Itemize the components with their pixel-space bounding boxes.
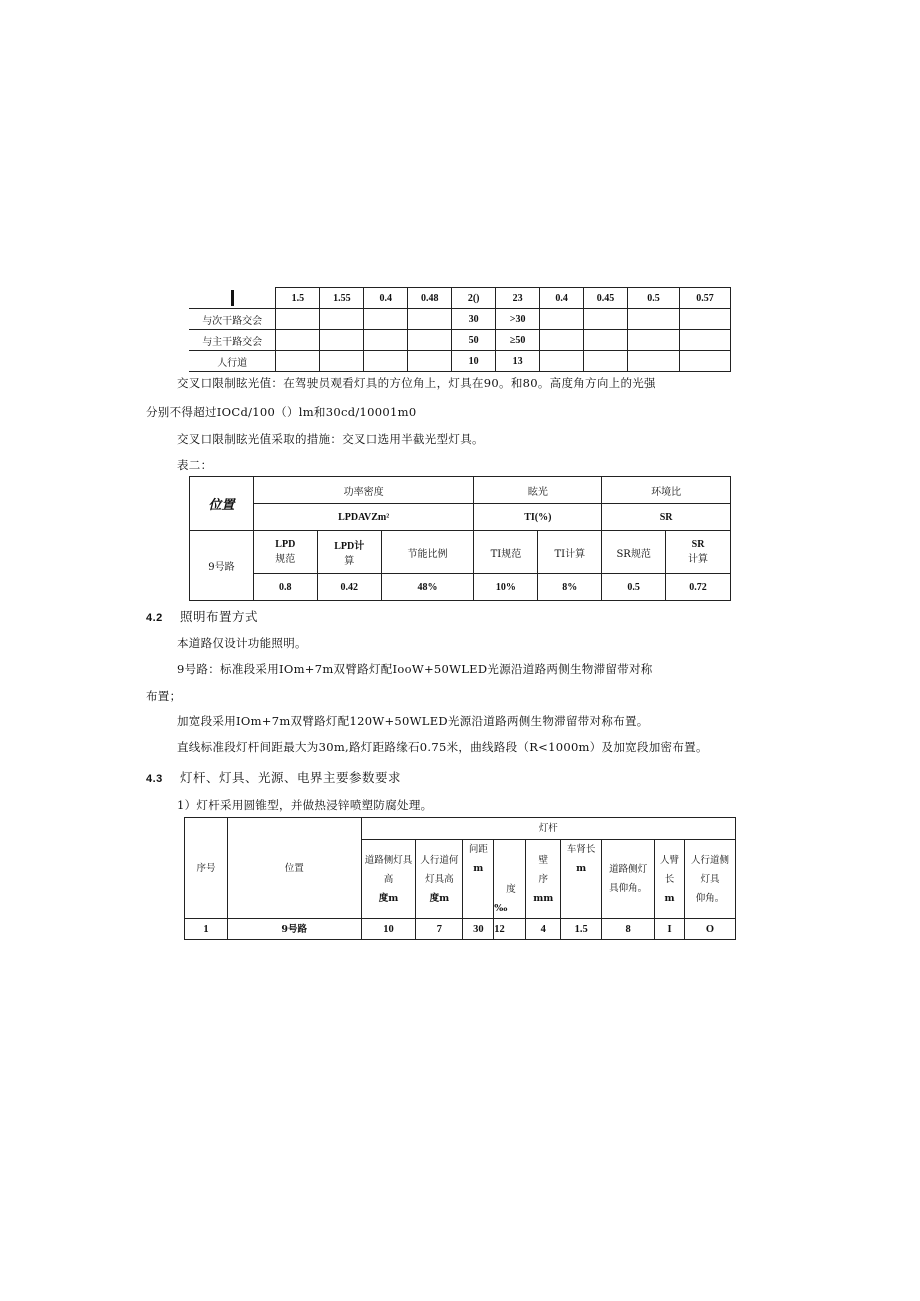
table-cell: 0.4 xyxy=(540,288,584,309)
power-density-header: 功率密度 xyxy=(253,477,474,504)
walk-angle-header: 人行道侧 灯具 仰角。 xyxy=(684,840,735,919)
bar-mark xyxy=(231,290,234,306)
road-name: 9号路 xyxy=(190,531,254,601)
glare-limit-line2: 分别不得超过IOCd/100（）lm和30cd/10001m0 xyxy=(146,405,417,419)
sr-norm-header: SR规范 xyxy=(602,531,666,574)
walk-arm-header: 人臂 长 m xyxy=(655,840,685,919)
table-cell: 30 xyxy=(452,309,496,330)
table-cell: 0.45 xyxy=(584,288,628,309)
table-cell: 12 xyxy=(494,919,526,940)
table-cell: 0.5 xyxy=(602,574,666,601)
table-row xyxy=(190,477,731,504)
paragraph: 9号路：标准段采用IOm+7m双臂路灯配IooW+50WLED光源沿道路两侧生物滞留带对称 xyxy=(177,662,653,676)
sr-unit: SR xyxy=(602,504,731,531)
table-cell: 4 xyxy=(526,919,561,940)
table-cell: 0.72 xyxy=(666,574,731,601)
table-cell: 10 xyxy=(452,351,496,372)
pole-parameters-table xyxy=(184,817,736,940)
lpd-unit: LPDAVZm² xyxy=(253,504,474,531)
table-row xyxy=(190,574,731,601)
table-cell: 0.42 xyxy=(317,574,381,601)
paragraph: 直线标准段灯杆间距最大为30m,路灯距路缘石0.75米，曲线路段（R<1000m）及加宽段加密布置。 xyxy=(177,740,708,754)
section-4-3-heading: 4.3 灯杆、灯具、光源、电界主要参数要求 xyxy=(146,770,402,785)
table-cell: O xyxy=(684,919,735,940)
table-cell: 2() xyxy=(452,288,496,309)
table-cell: >30 xyxy=(496,309,540,330)
table-cell: ≥50 xyxy=(496,330,540,351)
road-angle-header: 道路侧灯 具仰角。 xyxy=(602,840,655,919)
table-cell: 0.8 xyxy=(253,574,317,601)
row-label: 与主干路交会 xyxy=(189,330,276,351)
table2-caption: 表二： xyxy=(177,458,213,472)
pole-header: 灯杆 xyxy=(361,818,735,840)
row-label: 人行道 xyxy=(189,351,276,372)
table-row xyxy=(190,504,731,531)
paragraph: 布置； xyxy=(146,689,182,703)
table-cell: 8% xyxy=(538,574,602,601)
table-cell: 10% xyxy=(474,574,538,601)
table-row xyxy=(190,531,731,574)
table-cell: 50 xyxy=(452,330,496,351)
table-row xyxy=(189,288,731,309)
ti-unit: TI(%) xyxy=(474,504,602,531)
position-header: 位置 xyxy=(190,477,254,531)
seq-header: 序号 xyxy=(185,818,228,919)
table-cell: 9号路 xyxy=(227,919,361,940)
road-height-header: 道路侧灯具 高 度m xyxy=(361,840,416,919)
env-ratio-header: 环境比 xyxy=(602,477,731,504)
table-cell: 1.5 xyxy=(561,919,602,940)
table-cell: 1.55 xyxy=(320,288,364,309)
table-cell: 48% xyxy=(381,574,474,601)
table-cell: 0.48 xyxy=(408,288,452,309)
paragraph: 1）灯杆采用圆锥型，并做热浸锌喷塑防腐处理。 xyxy=(177,798,433,812)
table-cell: 1.5 xyxy=(276,288,320,309)
table-cell: 1 xyxy=(185,919,228,940)
ti-calc-header: TI计算 xyxy=(538,531,602,574)
table-row xyxy=(189,351,731,372)
table-cell: 30 xyxy=(463,919,494,940)
table-cell: 0.5 xyxy=(628,288,680,309)
table-cell: 7 xyxy=(416,919,463,940)
glare-measure: 交叉口限制眩光值采取的措施：交叉口选用半截光型灯具。 xyxy=(177,432,484,446)
glare-limit-line1: 交叉口限制眩光值：在驾驶员观看灯具的方位角上，灯具在90。和80。高度角方向上的光强 xyxy=(177,376,656,390)
arm-length-header: 车肾长 m xyxy=(561,840,602,919)
saving-ratio-header: 节能比例 xyxy=(381,531,474,574)
bar-cell xyxy=(189,288,276,309)
ti-norm-header: TI规范 xyxy=(474,531,538,574)
table-row xyxy=(189,309,731,330)
table-row xyxy=(185,919,736,940)
spacing-header: 问距 m xyxy=(463,840,494,919)
table-cell: 0.57 xyxy=(679,288,730,309)
glare-header: 眩光 xyxy=(474,477,602,504)
table-cell: I xyxy=(655,919,685,940)
lpd-calc-header: LPD计 算 xyxy=(317,531,381,574)
table-cell: 8 xyxy=(602,919,655,940)
lpd-norm-header: LPD 规范 xyxy=(253,531,317,574)
illuminance-table xyxy=(189,287,731,372)
table-cell: 0.4 xyxy=(364,288,408,309)
paragraph: 本道路仅设计功能照明。 xyxy=(177,636,307,650)
walk-height-header: 人行道何 灯具高 度m xyxy=(416,840,463,919)
table-cell: 13 xyxy=(496,351,540,372)
paragraph: 加宽段采用IOm+7m双臂路灯配120W+50WLED光源沿道路两侧生物滞留带对称布置。 xyxy=(177,714,649,728)
position-header: 位置 xyxy=(227,818,361,919)
row-label: 与次干路交会 xyxy=(189,309,276,330)
section-4-2-heading: 4.2 照明布置方式 xyxy=(146,609,259,624)
table-row xyxy=(185,818,736,840)
table-cell: 23 xyxy=(496,288,540,309)
sr-calc-header: SR 计算 xyxy=(666,531,731,574)
wall-header: 壁 序 mm xyxy=(526,840,561,919)
lighting-parameters-table xyxy=(189,476,731,601)
table-row xyxy=(189,330,731,351)
table-cell: 10 xyxy=(361,919,416,940)
taper-header: 度 ‰ xyxy=(494,840,526,919)
